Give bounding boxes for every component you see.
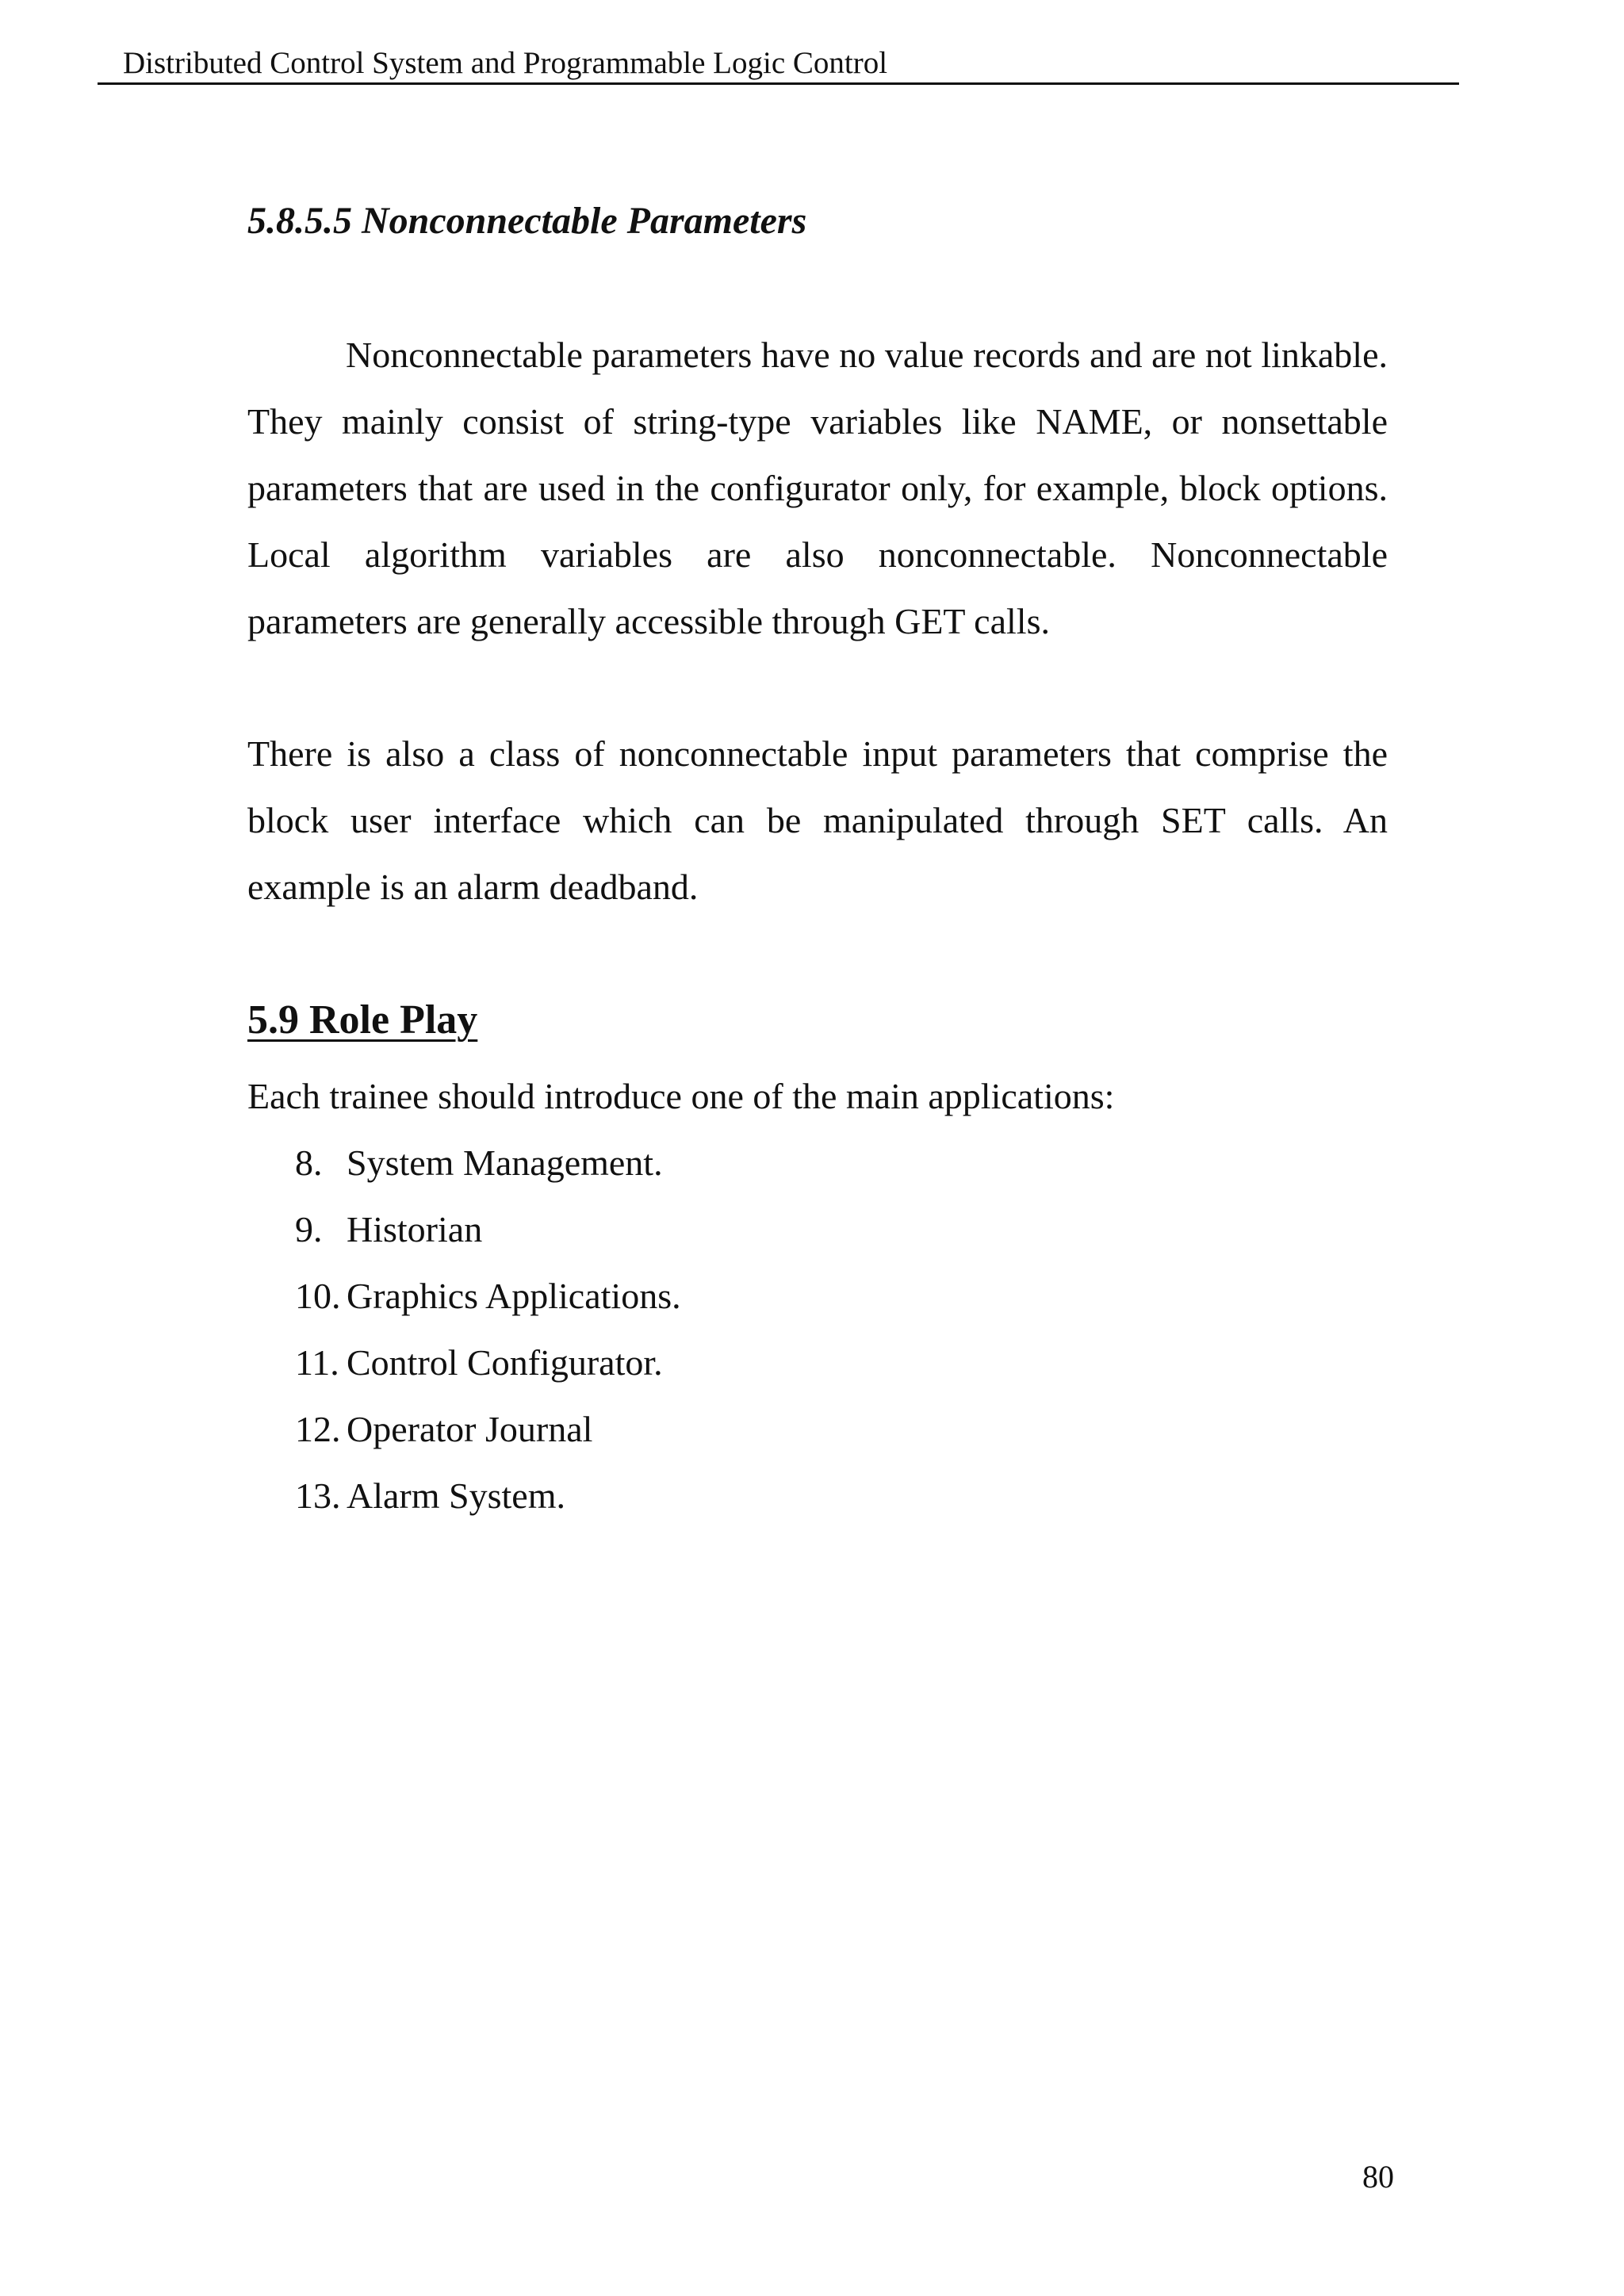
list-item-number: 10. (295, 1276, 341, 1316)
list-item-label: Historian (347, 1209, 483, 1249)
list-item-number: 11. (295, 1342, 339, 1383)
running-header-title: Distributed Control System and Programmable Logic Control (123, 46, 888, 80)
list-item-label: System Management. (347, 1142, 663, 1183)
list-item-number: 9. (295, 1209, 323, 1249)
list-item-label: Control Configurator. (347, 1342, 663, 1383)
list-item-number: 8. (295, 1142, 323, 1183)
page-number: 80 (1362, 2159, 1394, 2195)
body-paragraph: Nonconnectable parameters have no value records and are not linkable. They mainly consist of string-type variables like NAME, or nonsettable parameters that are used in the configurator only, for example, block options. Local algorithm variables are also nonconnectable. Nonconnectable parameters are generally accessible through GET calls. (247, 335, 1388, 641)
list-item-number: 12. (295, 1409, 341, 1449)
list-item-number: 13. (295, 1475, 341, 1516)
running-header (98, 46, 1459, 85)
list-item-label: Graphics Applications. (347, 1276, 681, 1316)
list-item-label: Operator Journal (347, 1409, 593, 1449)
section-intro: Each trainee should introduce one of the main applications: (247, 1076, 1115, 1116)
subsection-heading: 5.8.5.5 Nonconnectable Parameters (247, 200, 807, 242)
section-heading: 5.9 Role Play (247, 997, 478, 1043)
body-paragraph: There is also a class of nonconnectable input parameters that comprise the block user interface which can be manipulated through SET calls. An example is an alarm deadband. (247, 733, 1388, 907)
list-item-label: Alarm System. (347, 1475, 565, 1516)
